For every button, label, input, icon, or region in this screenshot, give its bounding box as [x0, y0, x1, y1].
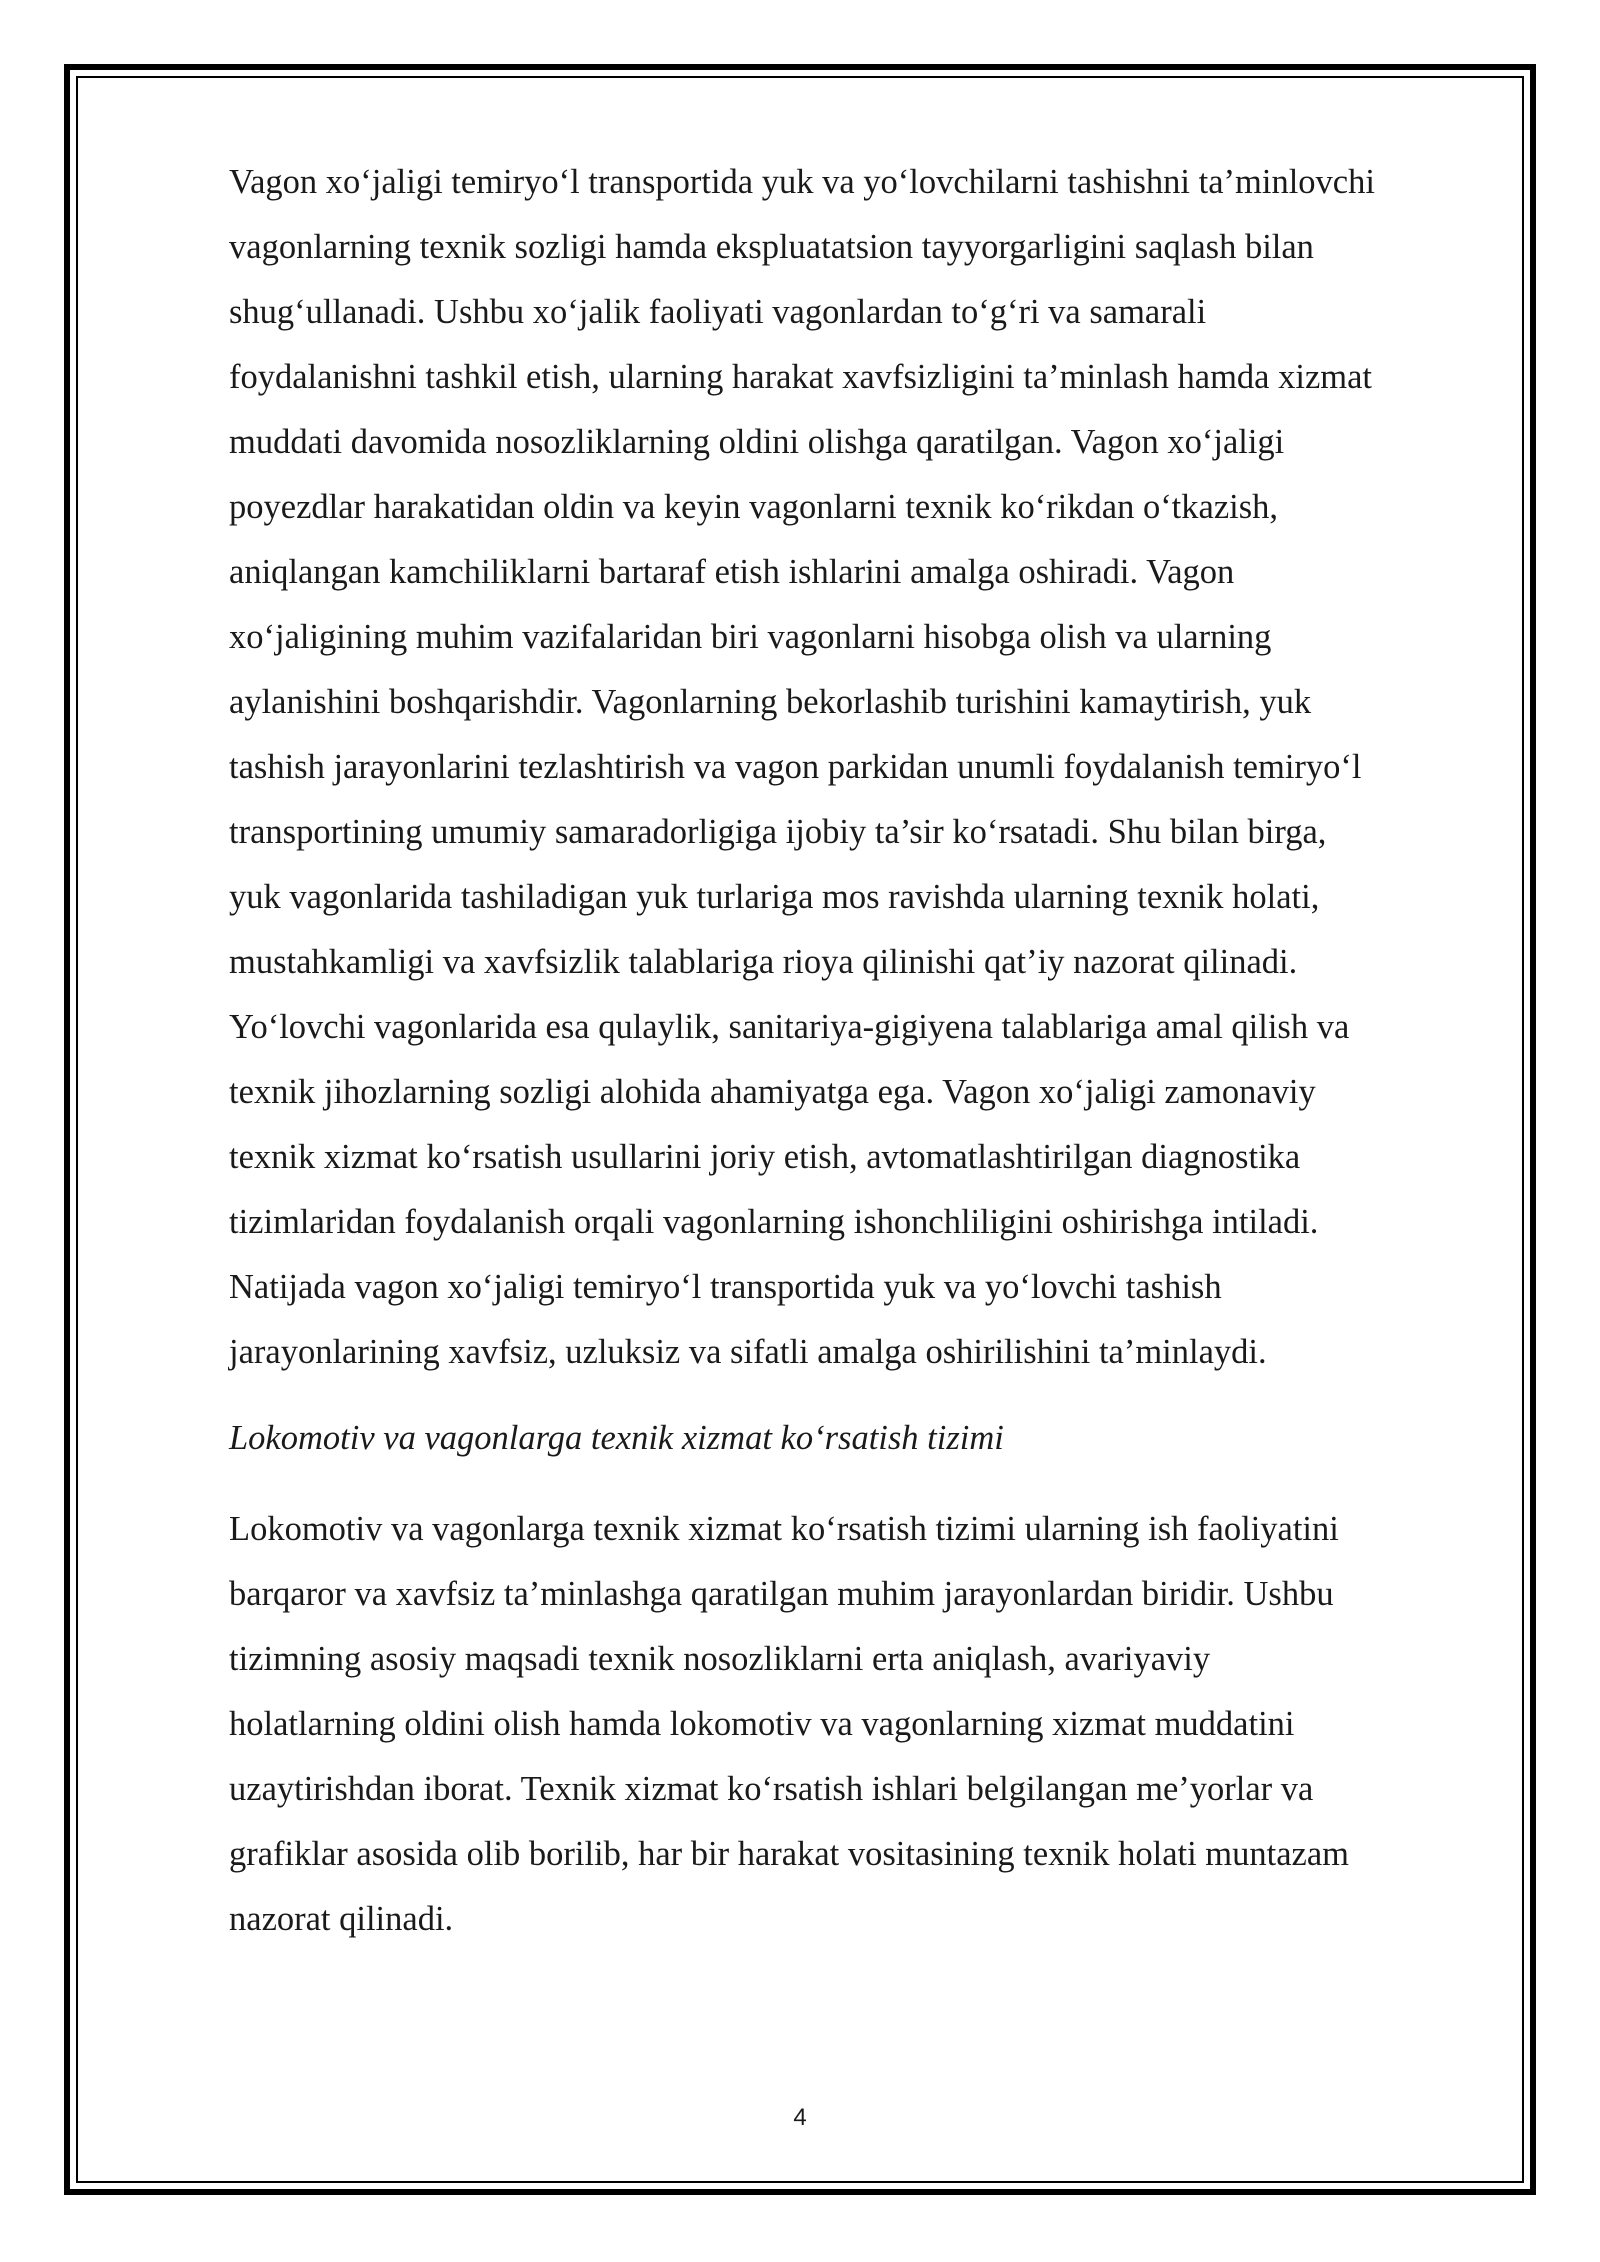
text-line: transportining umumiy samaradorligiga ijobiy ta’sir ko‘rsatadi. Shu bilan birga, [229, 813, 1327, 851]
text-line: aylanishini boshqarishdir. Vagonlarning bekorlashib turishini kamaytirish, yuk [229, 683, 1312, 721]
text-line: xo‘jaligining muhim vazifalaridan biri vagonlarni hisobga olish va ularning [229, 618, 1272, 656]
text-line: yuk vagonlarida tashiladigan yuk turlariga mos ravishda ularning texnik holati, [229, 878, 1320, 916]
text-line: holatlarning oldini olish hamda lokomotiv va vagonlarning xizmat muddatini [229, 1705, 1295, 1743]
document-body [229, 150, 1491, 1952]
page-number: 4 [793, 2104, 807, 2131]
text-line: muddati davomida nosozliklarning oldini olishga qaratilgan. Vagon xo‘jaligi [229, 423, 1285, 461]
text-line: mustahkamligi va xavfsizlik talablariga rioya qilinishi qat’iy nazorat qilinadi. [229, 943, 1298, 981]
text-line: barqaror va xavfsiz ta’minlashga qaratilgan muhim jarayonlardan biridir. Ushbu [229, 1575, 1334, 1613]
text-line: shug‘ullanadi. Ushbu xo‘jalik faoliyati vagonlardan to‘g‘ri va samarali [229, 293, 1207, 331]
text-line: Yo‘lovchi vagonlarida esa qulaylik, sanitariya-gigiyena talablariga amal qilish va [229, 1008, 1350, 1046]
paragraph-texnik-xizmat [229, 1497, 1491, 1952]
section-heading: Lokomotiv va vagonlarga texnik xizmat ko‘rsatish tizimi [229, 1419, 1004, 1457]
text-line: Natijada vagon xo‘jaligi temiryo‘l transportida yuk va yo‘lovchi tashish [229, 1268, 1222, 1306]
text-line: jarayonlarining xavfsiz, uzluksiz va sifatli amalga oshirilishini ta’minlaydi. [229, 1333, 1267, 1371]
text-line: texnik jihozlarning sozligi alohida ahamiyatga ega. Vagon xo‘jaligi zamonaviy [229, 1073, 1316, 1111]
text-line: foydalanishni tashkil etish, ularning harakat xavfsizligini ta’minlash hamda xizmat [229, 358, 1372, 396]
text-line: aniqlangan kamchiliklarni bartaraf etish ishlarini amalga oshiradi. Vagon [229, 553, 1235, 591]
text-line: tizimning asosiy maqsadi texnik nosozliklarni erta aniqlash, avariyaviy [229, 1640, 1211, 1678]
text-line: vagonlarning texnik sozligi hamda ekspluatatsion tayyorgarligini saqlash bilan [229, 228, 1314, 266]
text-line: Vagon xo‘jaligi temiryo‘l transportida yuk va yo‘lovchilarni tashishni ta’minlovchi [229, 163, 1375, 201]
text-line: tizimlaridan foydalanish orqali vagonlarning ishonchliligini oshirishga intiladi. [229, 1203, 1319, 1241]
text-line: Lokomotiv va vagonlarga texnik xizmat ko‘rsatish tizimi ularning ish faoliyatini [229, 1510, 1339, 1548]
text-line: texnik xizmat ko‘rsatish usullarini joriy etish, avtomatlashtirilgan diagnostika [229, 1138, 1301, 1176]
text-line: tashish jarayonlarini tezlashtirish va vagon parkidan unumli foydalanish temiryo‘l [229, 748, 1362, 786]
text-line: uzaytirishdan iborat. Texnik xizmat ko‘rsatish ishlari belgilangan me’yorlar va [229, 1770, 1314, 1808]
text-line: poyezdlar harakatidan oldin va keyin vagonlarni texnik ko‘rikdan o‘tkazish, [229, 488, 1279, 526]
text-line: grafiklar asosida olib borilib, har bir harakat vositasining texnik holati muntazam [229, 1835, 1350, 1873]
paragraph-vagon-xojaligi [229, 150, 1491, 1385]
text-line: nazorat qilinadi. [229, 1900, 454, 1938]
